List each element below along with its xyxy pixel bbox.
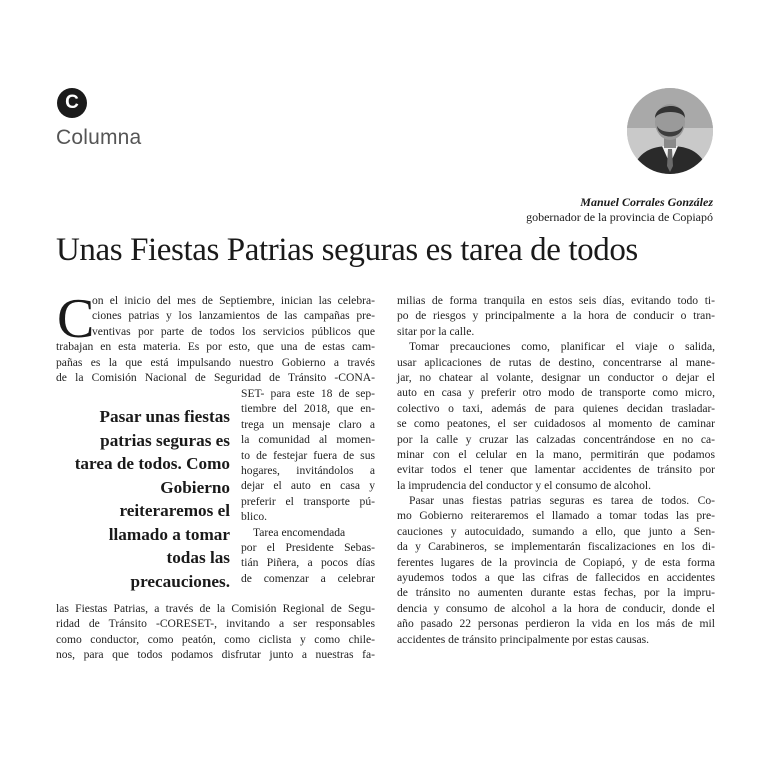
text-line: dejar el auto en casa y bbox=[241, 479, 375, 493]
text-line: da y Carabineros, se implementarán fiscalizaciones en los di- bbox=[397, 540, 715, 554]
section-label: Columna bbox=[56, 126, 142, 149]
column-1-mid bbox=[241, 386, 375, 586]
text-line: la imprudencia del conductor y el consumo de alcohol. bbox=[397, 478, 652, 492]
text-line: Tomar precauciones como, planificar el viaje o salida, bbox=[409, 340, 715, 354]
text-line: de tránsito no aumenten durante estas fechas, por la impru- bbox=[397, 586, 715, 600]
text-line: hogares, invitándolos a bbox=[241, 463, 375, 477]
text-line: to de festejar fuera de sus bbox=[241, 448, 375, 462]
pull-quote-line: Gobierno bbox=[160, 477, 230, 497]
text-line: evitar todos el tener que lamentar accidentes de tránsito por bbox=[397, 463, 715, 477]
text-line: tiembre del 2018, que en- bbox=[241, 402, 375, 416]
column-1-bottom bbox=[56, 601, 375, 663]
text-line: Tarea encomendada bbox=[253, 525, 346, 539]
text-line: año pasado 22 personas perdieron la vida en los más de mil bbox=[397, 617, 715, 631]
text-line: milias de forma tranquila en estos seis días, evitando todo ti- bbox=[397, 294, 715, 307]
text-line: las Fiestas Patrias, a través de la Comisión Regional de Segu- bbox=[56, 602, 375, 615]
pull-quote-line: llamado a tomar bbox=[108, 524, 230, 544]
pull-quote-line: todas las bbox=[166, 548, 230, 567]
text-line: SET- para este 18 de sep- bbox=[241, 387, 375, 400]
text-line: nos, para que todos podamos disfrutar junto a nuestras fa- bbox=[56, 648, 375, 662]
text-line: minar con el celular en la mano, permitirán que podamos bbox=[397, 447, 715, 461]
text-line: blico. bbox=[241, 510, 268, 524]
text-line: ayudemos todos a que las cifras de fallecidos en accidentes bbox=[397, 571, 715, 585]
column-1-top bbox=[56, 288, 375, 385]
text-line: ciones patrias y los lanzamientos de las campañas pre- bbox=[92, 309, 375, 323]
text-line: dencia y consumo de alcohol a la hora de conducir, donde el bbox=[397, 601, 715, 615]
text-line: trega un mensaje claro a bbox=[241, 417, 375, 431]
author-title: gobernador de la provincia de Copiapó bbox=[526, 210, 713, 224]
pull-quote-line: Pasar unas fiestas bbox=[99, 407, 230, 426]
text-line: accidentes de tránsito principalmente por estas causas. bbox=[397, 632, 650, 646]
column-2 bbox=[397, 293, 715, 647]
author-name: Manuel Corrales González bbox=[580, 195, 713, 209]
text-line: jar, no chatear al volante, designar un conductor o dejar el bbox=[397, 370, 715, 384]
pull-quote-line: precauciones. bbox=[130, 571, 230, 591]
pull-quote bbox=[60, 405, 230, 593]
text-line: mo Gobierno reiteraremos el llamado a tomar todas las pre- bbox=[397, 509, 715, 523]
text-line: Pasar unas fiestas patrias seguras es tarea de todos. Co- bbox=[409, 494, 715, 508]
headline: Unas Fiestas Patrias seguras es tarea de todos bbox=[56, 232, 638, 268]
text-line: on el inicio del mes de Septiembre, inician las celebra- bbox=[92, 294, 375, 307]
text-line: preferir el transporte pú- bbox=[241, 494, 375, 508]
text-line: se como peatones, el ser cuidadosos al momento de caminar bbox=[397, 417, 715, 431]
pull-quote-line: patrias seguras es bbox=[100, 430, 230, 450]
text-line: ventivas por parte de todos los servicios públicos que bbox=[92, 324, 375, 338]
pull-quote-line: tarea de todos. Como bbox=[74, 454, 230, 473]
text-line: usar aplicaciones de rutas de destino, concentrarse al mane- bbox=[397, 355, 715, 369]
text-line: tián Piñera, a pocos días bbox=[241, 556, 375, 570]
drop-cap: C bbox=[57, 288, 95, 350]
text-line: colectivo o taxi, además de para quienes decidan trasladar- bbox=[397, 401, 715, 415]
text-line: cauciones y autocuidado, sumando a ello, que junto a Sen- bbox=[397, 524, 715, 538]
column-badge: C bbox=[57, 88, 87, 118]
author-byline bbox=[526, 195, 713, 225]
text-line: ridad de Tránsito -CORESET-, invitando a ser responsables bbox=[56, 617, 375, 631]
text-line: ferentes lugares de la provincia de Copiapó, y de esta forma bbox=[397, 555, 715, 569]
text-line: auto en casa y preferir otro modo de transporte como micro, bbox=[397, 386, 715, 400]
text-line: sitar por la calle. bbox=[397, 324, 475, 338]
text-line: por el Presidente Sebas- bbox=[241, 540, 375, 554]
text-line: de comenzar a celebrar bbox=[241, 571, 375, 585]
author-portrait-icon bbox=[627, 88, 713, 174]
author-portrait-svg bbox=[627, 88, 713, 174]
text-line: por la calle y cruzar las calzadas concentrándose en no ca- bbox=[397, 432, 715, 446]
text-line: pañas es la que está impulsando nuestro Gobierno a través bbox=[56, 355, 375, 369]
text-line: trabajan en esta materia. Es por esto, que una de estas cam- bbox=[56, 340, 375, 354]
text-line: po de riesgos y principalmente a la hora de conducir o tran- bbox=[397, 309, 715, 323]
pull-quote-line: reiteraremos el bbox=[119, 501, 230, 520]
text-line: como conductor, como peatón, como ciclista y como chile- bbox=[56, 632, 375, 646]
text-line: la comunidad al momen- bbox=[241, 433, 375, 447]
text-line: de la Comisión Nacional de Seguridad de Tránsito -CONA- bbox=[56, 370, 375, 384]
